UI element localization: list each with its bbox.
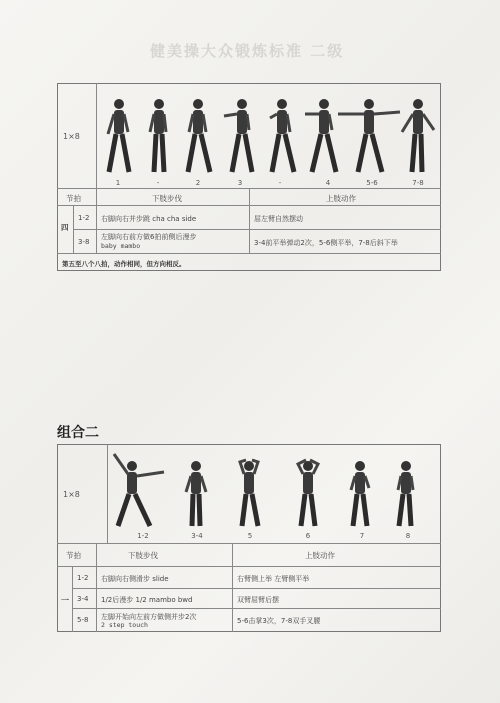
divider [232,543,233,632]
row-upper: 右臂侧上举 左臂侧平举 [237,575,310,583]
beat-number: - [278,179,282,187]
beat-number: 4 [325,179,331,187]
count-label: 1×8 [63,490,80,499]
dancer-figure [110,452,166,530]
beat-number: 3 [237,179,243,187]
beat-number: - [156,179,160,187]
row-upper: 屈左臂自然摆动 [254,215,303,223]
dancer-figure [101,94,137,176]
row-beat: 3-4 [77,595,89,603]
divider [96,543,97,632]
divider [57,566,441,567]
dancer-figure [347,458,373,530]
divider [249,188,250,253]
beat-number: 7 [359,532,365,540]
column-header-lower-body: 下肢步伐 [128,551,158,560]
dancer-figure [180,94,216,176]
dancer-figure [182,458,210,530]
row-beat: 1-2 [78,214,90,222]
beat-number: 8 [405,532,411,540]
dancer-figure [336,94,402,176]
column-header-beat: 节拍 [66,194,81,203]
divider [72,566,73,632]
dancer-figure [393,458,419,530]
divider [73,205,74,253]
divider [96,188,97,253]
row-lower: 右脚向右并步跳 cha cha side [101,215,197,223]
divider [73,229,441,230]
column-header-upper-body: 上肢动作 [305,551,335,560]
dancer-figure [293,456,323,530]
row-upper: 3-4前平举弹动2次，5-6侧平举，7-8后斜下举 [254,239,398,247]
divider [57,543,441,544]
row-lower: 1/2后漫步 1/2 mambo bwd [101,596,193,604]
column-header-beat: 节拍 [66,551,81,560]
group-label: 一 [61,596,69,605]
beat-number: 5 [247,532,253,540]
divider [107,444,108,543]
row-lower-sub: 2 step touch [101,621,148,629]
dancer-figure [234,456,264,530]
count-label: 1×8 [63,132,80,141]
divider [72,588,441,589]
beat-number: 1-2 [137,532,149,540]
beat-number: 5-6 [366,179,378,187]
row-beat: 5-8 [77,616,89,624]
divider [72,608,441,609]
dancer-figure [144,94,174,176]
row-lower: 右脚向右侧滑步 slide [101,575,169,583]
row-lower-sub: baby mambo [101,242,141,250]
beat-number: 7-8 [412,179,424,187]
beat-number: 6 [305,532,311,540]
divider [57,253,441,254]
beat-number: 3-4 [191,532,203,540]
table-note: 第五至八个八拍，动作相同，但方向相反。 [62,260,186,268]
faded-header-text: 健美操大众锻炼标准 二级 [150,42,345,60]
dancer-figure [264,94,300,176]
column-header-upper-body: 上肢动作 [326,194,356,203]
column-header-lower-body: 下肢步伐 [152,194,182,203]
dancer-figure [220,94,260,176]
dancer-figure [398,94,438,176]
row-lower: 左脚开始向左前方做侧并步2次 [101,613,197,621]
row-beat: 1-2 [77,574,89,582]
beat-number: 2 [195,179,201,187]
row-beat: 3-8 [78,238,90,246]
beat-number: 1 [115,179,121,187]
divider [96,83,97,188]
row-lower: 左脚向右前方做6拍前侧后漫步 [101,233,197,241]
row-upper: 5-6击掌3次，7-8双手叉腰 [237,617,321,625]
group-label: 四 [61,223,69,232]
section-title: 组合二 [57,425,99,441]
row-upper: 双臂屈臂后摆 [237,596,279,604]
